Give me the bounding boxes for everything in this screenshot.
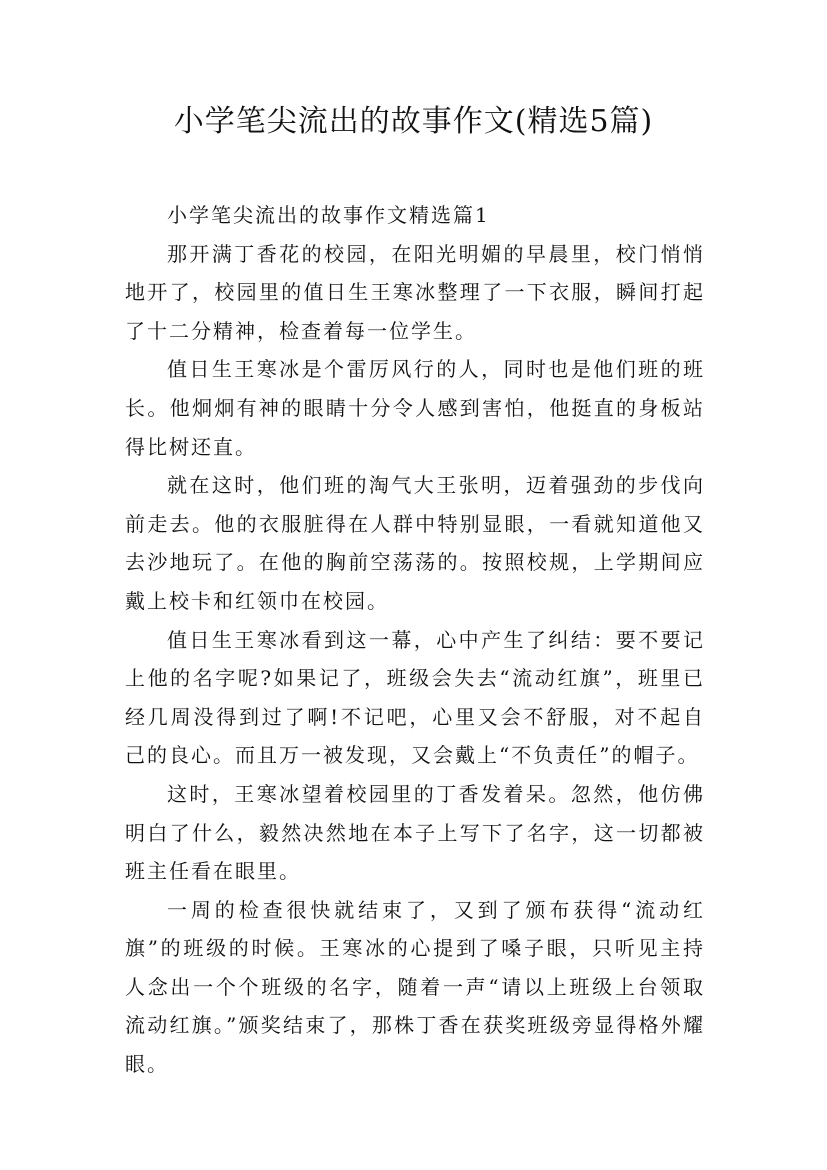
document-title: 小学笔尖流出的故事作文(精选5篇) (173, 104, 654, 139)
document-body (125, 196, 705, 1084)
paragraph-3: 就在这时，他们班的淘气大王张明，迈着强劲的步伐向前走去。他的衣服脏得在人群中特别显眼，一看就知道他又去沙地玩了。在他的胸前空荡荡的。按照校规，上学期间应戴上校卡和红领巾在校园。 (125, 473, 705, 613)
section-heading: 小学笔尖流出的故事作文精选篇1 (167, 203, 490, 227)
paragraph-6: 一周的检查很快就结束了，又到了颁布获得“流动红旗”的班级的时候。王寒冰的心提到了嗓子眼，只听见主持人念出一个个班级的名字，随着一声“请以上班级上台领取流动红旗。”颁奖结束了，那株丁香在获奖班级旁显得格外耀眼。 (125, 897, 705, 1077)
paragraph-1: 那开满丁香花的校园，在阳光明媚的早晨里，校门悄悄地开了，校园里的值日生王寒冰整理了一下衣服，瞬间打起了十二分精神，检查着每一位学生。 (125, 241, 705, 343)
paragraph-2: 值日生王寒冰是个雷厉风行的人，同时也是他们班的班长。他炯炯有神的眼睛十分令人感到害怕，他挺直的身板站得比树还直。 (125, 357, 705, 459)
paragraph-5: 这时，王寒冰望着校园里的丁香发着呆。忽然，他仿佛明白了什么，毅然决然地在本子上写下了名字，这一切都被班主任看在眼里。 (125, 781, 705, 884)
paragraph-4: 值日生王寒冰看到这一幕，心中产生了纠结：要不要记上他的名字呢?如果记了，班级会失去“流动红旗”，班里已经几周没得到过了啊!不记吧，心里又会不舒服，对不起自己的良心。而且万一被发现，又会戴上“不负责任”的帽子。 (125, 627, 705, 768)
